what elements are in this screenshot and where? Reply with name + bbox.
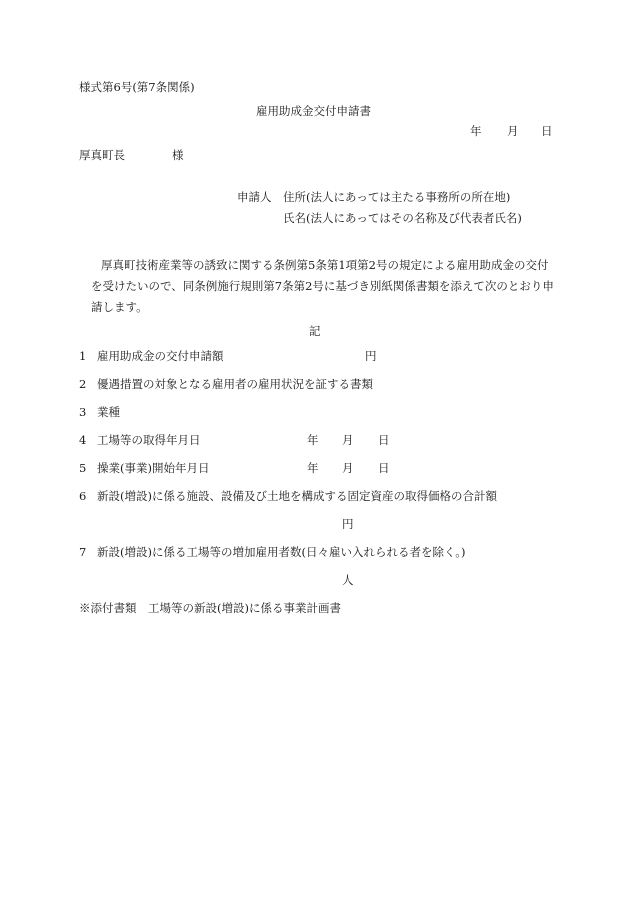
body-line-3: 請します。	[91, 300, 148, 314]
document-title: 雇用助成金交付申請書	[256, 104, 371, 118]
item-label: 優遇措置の対象となる雇用者の雇用状況を証する書類	[97, 377, 373, 391]
item-label: 業種	[97, 405, 120, 419]
item-day-label: 日	[378, 433, 390, 447]
item-label: 雇用助成金の交付申請額	[97, 349, 224, 363]
item-number: 1	[79, 349, 87, 363]
item-number: 2	[79, 377, 87, 391]
item-unit: 円	[365, 349, 377, 363]
item-unit: 円	[342, 517, 354, 531]
addressee-honorific: 様	[172, 148, 184, 162]
item-number: 4	[79, 433, 87, 447]
item-number: 7	[79, 545, 87, 559]
date-day-label: 日	[541, 124, 553, 138]
applicant-address-label: 住所(法人にあっては主たる事務所の所在地)	[283, 190, 511, 204]
item-unit: 人	[342, 573, 354, 587]
item-number: 3	[79, 405, 87, 419]
item-day-label: 日	[378, 461, 390, 475]
item-year-label: 年	[307, 461, 319, 475]
form-number: 様式第6号(第7条関係)	[79, 80, 195, 94]
addressee-name: 厚真町長	[79, 148, 125, 162]
applicant-label: 申請人	[237, 190, 272, 204]
item-label: 工場等の取得年月日	[97, 433, 201, 447]
body-line-1: 厚真町技術産業等の誘致に関する条例第5条第1項第2号の規定による雇用助成金の交付	[101, 258, 549, 272]
date-year-label: 年	[470, 124, 482, 138]
item-month-label: 月	[342, 461, 354, 475]
body-line-2: を受けたいので、同条例施行規則第7条第2号に基づき別紙関係書類を添えて次のとおり申	[91, 279, 554, 293]
date-month-label: 月	[507, 124, 519, 138]
item-year-label: 年	[307, 433, 319, 447]
applicant-name-label: 氏名(法人にあってはその名称及び代表者氏名)	[283, 211, 522, 225]
item-number: 6	[79, 489, 87, 503]
item-label: 新設(増設)に係る工場等の増加雇用者数(日々雇い入れられる者を除く。)	[97, 545, 466, 559]
item-number: 5	[79, 461, 87, 475]
item-label: 操業(事業)開始年月日	[97, 461, 210, 475]
attachment-note: ※添付書類 工場等の新設(増設)に係る事業計画書	[79, 601, 341, 615]
ki-marker: 記	[309, 324, 321, 338]
item-label: 新設(増設)に係る施設、設備及び土地を構成する固定資産の取得価格の合計額	[97, 489, 497, 503]
item-month-label: 月	[342, 433, 354, 447]
